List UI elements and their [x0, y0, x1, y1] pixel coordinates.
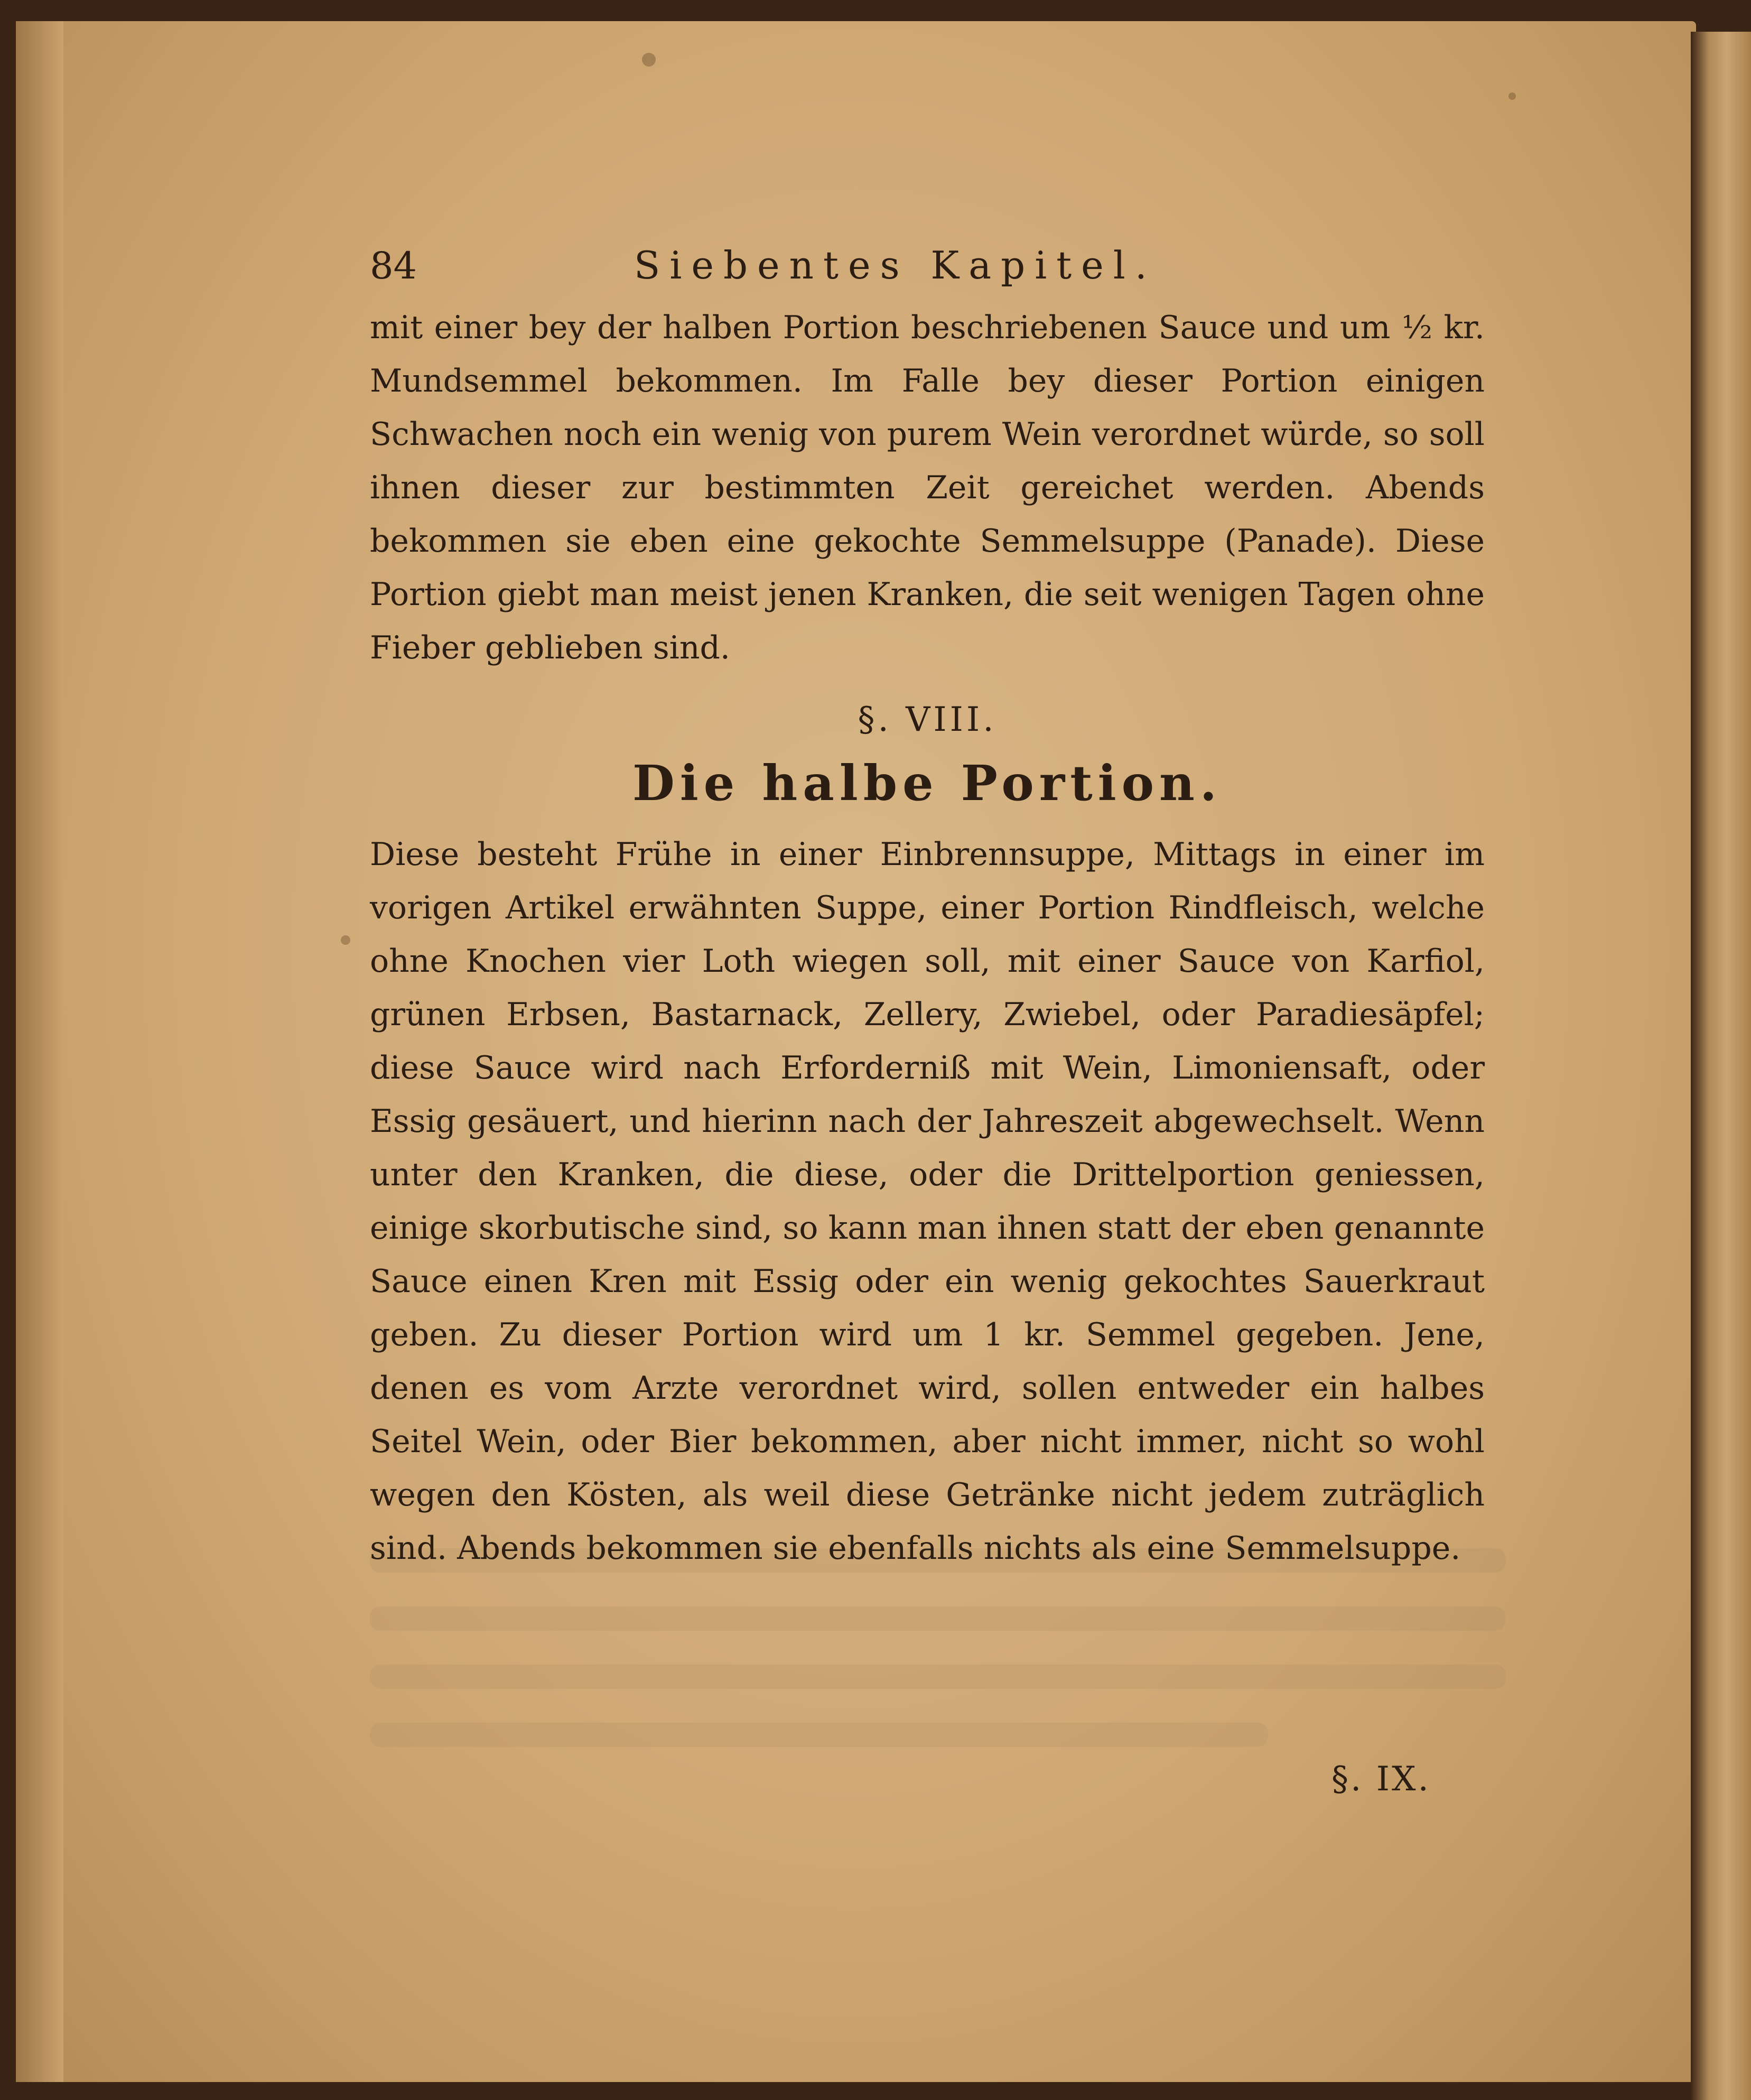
facing-page-edge [1691, 32, 1751, 2100]
page-gutter [16, 21, 63, 2082]
ink-stain [642, 53, 656, 67]
page-number: 84 [370, 244, 417, 287]
continuation-paragraph: mit einer bey der halben Portion beschriebenen Sauce und um ½ kr. Mundsemmel bekommen. Im Falle bey dieser Portion einigen Schwachen noch ein wenig von purem Wein verordnet würde, so soll ihnen dieser zur bestimmten Zeit gereichet werden. Abends bekommen sie eben eine gekochte Semmelsuppe (Panade). Diese Portion giebt man meist jenen Kranken, die seit wenigen Tagen ohne Fieber geblieben sind. [370, 309, 1485, 666]
section-number: §. VIII. [858, 700, 997, 739]
catchword: §. IX. [1331, 1760, 1431, 1799]
bleed-through-line [370, 1606, 1506, 1631]
ink-stain [1508, 92, 1516, 100]
page-header [370, 243, 1485, 301]
bleed-through-line [370, 1723, 1268, 1747]
section-paragraph: Diese besteht Frühe in einer Einbrennsuppe, Mittags in einer im vorigen Artikel erwähnten Suppe, einer Portion Rindfleisch, welche ohne Knochen vier Loth wiegen soll, mit einer Sauce von Karfiol, grünen Erbsen, Bastarnack, Zellery, Zwiebel, oder Paradiesäpfel; diese Sauce wird nach Erforderniß mit Wein, Limoniensaft, oder Essig gesäuert, und hierinn nach der Jahreszeit abgewechselt. Wenn unter den Kranken, die diese, oder die Drittelportion geniessen, einige skorbutische sind, so kann man ihnen statt der eben genannte Sauce einen Kren mit Essig oder ein wenig gekochtes Sauerkraut geben. Zu dieser Portion wird um 1 kr. Semmel gegeben. Jene, denen es vom Arzte verordnet wird, sollen entweder ein halbes Seitel Wein, oder Bier bekommen, aber nicht immer, nicht so wohl wegen den Kösten, als weil diese Getränke nicht jedem zuträglich sind. Abends bekommen sie ebenfalls nichts als eine Semmelsuppe. [370, 836, 1485, 1567]
text-block [370, 243, 1485, 1575]
ink-stain [341, 935, 350, 945]
section-title: Die halbe Portion. [632, 755, 1222, 812]
running-title: Siebentes Kapitel. [634, 243, 1157, 287]
bleed-through-line [370, 1665, 1506, 1689]
